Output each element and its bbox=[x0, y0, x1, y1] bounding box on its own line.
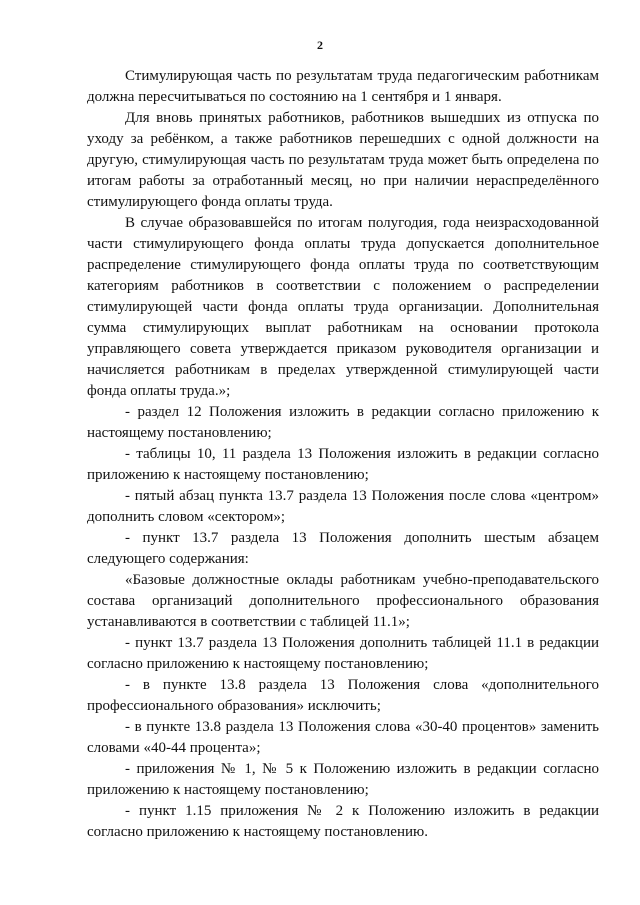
amendment-item-9: - пункт 1.15 приложения № 2 к Положению изложить в редакции согласно приложению к настоящему постановлению. bbox=[87, 803, 599, 840]
amendment-item-1: - раздел 12 Положения изложить в редакции согласно приложению к настоящему постановлению; bbox=[87, 404, 599, 441]
page-number: 2 bbox=[317, 38, 323, 52]
document-body bbox=[87, 66, 599, 843]
amendment-item-4: - пункт 13.7 раздела 13 Положения дополнить шестым абзацем следующего содержания: bbox=[87, 530, 599, 567]
paragraph-3: В случае образовавшейся по итогам полугодия, года неизрасходованной части стимулирующего фонда оплаты труда допускается дополнительное распределение стимулирующего фонда оплаты труда по соответствующим категориям работников в соответствии с положением о распределении стимулирующей части фонда оплаты труда организации. Дополнительная сумма стимулирующих выплат работникам на основании протокола управляющего совета утверждается приказом руководителя организации и начисляется работникам в пределах утвержденной стимулирующей части фонда оплаты труда.»; bbox=[87, 215, 599, 399]
paragraph-1: Стимулирующая часть по результатам труда педагогическим работникам должна пересчитываться по состоянию на 1 сентября и 1 января. bbox=[87, 68, 599, 105]
amendment-item-2: - таблицы 10, 11 раздела 13 Положения изложить в редакции согласно приложению к настоящему постановлению; bbox=[87, 446, 599, 483]
quoted-insertion: «Базовые должностные оклады работникам учебно-преподавательского состава организаций дополнительного профессионального образования устанавливаются в соответствии с таблицей 11.1»; bbox=[87, 572, 599, 630]
paragraph-2: Для вновь принятых работников, работников вышедших из отпуска по уходу за ребёнком, а также работников перешедших с одной должности на другую, стимулирующая часть по результатам труда может быть определена по итогам работы за отработанный месяц, но при наличии нераспределённого стимулирующего фонда оплаты труда. bbox=[87, 110, 599, 210]
amendment-item-6: - в пункте 13.8 раздела 13 Положения слова «дополнительного профессионального образования» исключить; bbox=[87, 677, 599, 714]
amendment-item-7: - в пункте 13.8 раздела 13 Положения слова «30-40 процентов» заменить словами «40-44 процента»; bbox=[87, 719, 599, 756]
amendment-item-3: - пятый абзац пункта 13.7 раздела 13 Положения после слова «центром» дополнить словом «сектором»; bbox=[87, 488, 599, 525]
amendment-item-8: - приложения № 1, № 5 к Положению изложить в редакции согласно приложению к настоящему постановлению; bbox=[87, 761, 599, 798]
amendment-item-5: - пункт 13.7 раздела 13 Положения дополнить таблицей 11.1 в редакции согласно приложению к настоящему постановлению; bbox=[87, 635, 599, 672]
